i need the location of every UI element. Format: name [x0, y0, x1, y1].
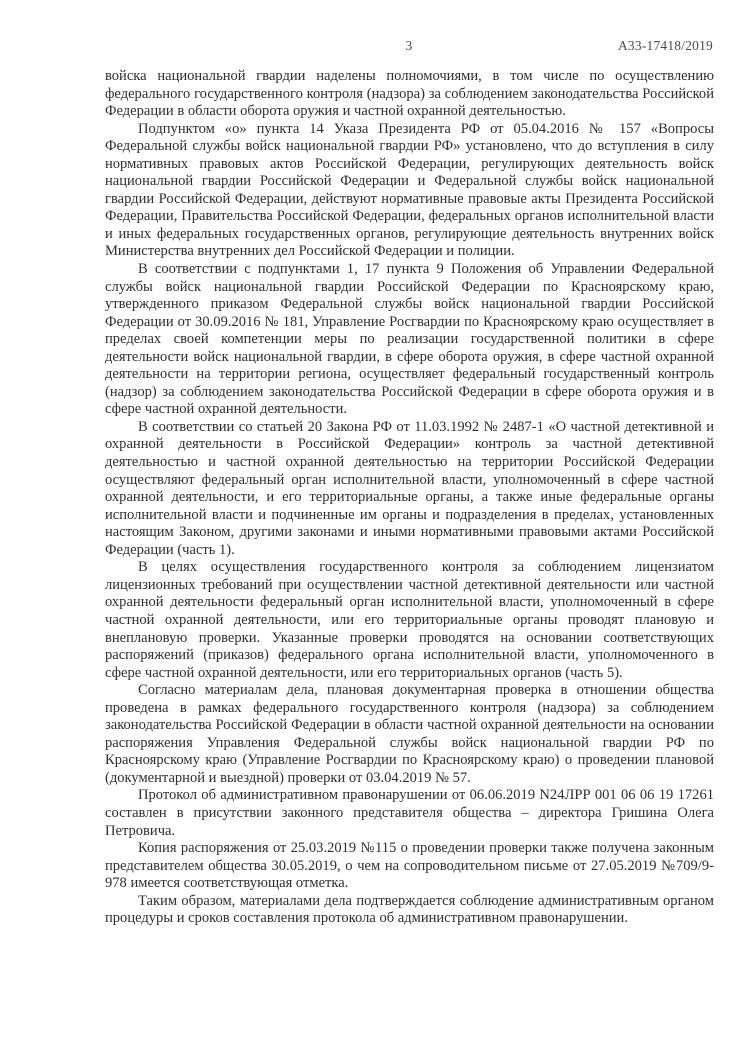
page-number: 3	[405, 38, 413, 53]
paragraph: Протокол об административном правонарушении от 06.06.2019 N24ЛРР 001 06 06 19 17261 составлен в присутствии законного представителя общества – директора Гришина Олега Петровича.	[105, 787, 714, 839]
paragraph: В целях осуществления государственного контроля за соблюдением лицензиатом лицензионных требований при осуществлении частной детективной деятельности или частной охранной деятельности федеральный орган исполнительной власти, уполномоченный в сфере частной охранной деятельности, или его территориальные органы проводят плановую и внеплановую проверки. Указанные проверки проводятся на основании соответствующих распоряжений (приказов) федерального органа исполнительной власти, уполномоченного в сфере частной охранной деятельности, или его территориальных органов (часть 5).	[105, 559, 714, 681]
paragraph: Таким образом, материалами дела подтверждается соблюдение административным органом процедуры и сроков составления протокола об административном правонарушении.	[105, 892, 714, 927]
paragraph: войска национальной гвардии наделены полномочиями, в том числе по осуществлению федерального государственного контроля (надзора) за соблюдением законодательства Российской Федерации в области оборота оружия и частной охранной деятельностью.	[105, 68, 714, 120]
paragraph: В соответствии с подпунктами 1, 17 пункта 9 Положения об Управлении Федеральной службы войск национальной гвардии Российской Федерации по Красноярскому краю, утвержденного приказом Федеральной службы войск национальной гвардии Российской Федерации от 30.09.2016 № 181, Управление Росгвардии по Красноярскому краю осуществляет в пределах своей компетенции меры по реализации государственной политики в сфере деятельности войск национальной гвардии, в сфере оборота оружия, в сфере частной охранной деятельности на территории региона, осуществляет федеральный государственный контроль (надзор) за соблюдением законодательства Российской Федерации в сфере оборота оружия и в сфере частной охранной деятельности.	[105, 261, 714, 418]
paragraph: Подпунктом «о» пункта 14 Указа Президента РФ от 05.04.2016 № 157 «Вопросы Федеральной службы войск национальной гвардии РФ» установлено, что до вступления в силу нормативных правовых актов Российской Федерации, регулирующих деятельность войск национальной гвардии Российской Федерации и Федеральной службы войск национальной гвардии Российской Федерации, действуют нормативные правовые акты Президента Российской Федерации, Правительства Российской Федерации, федеральных органов исполнительной власти и иных федеральных государственных органов, регулирующие деятельность внутренних войск Министерства внутренних дел Российской Федерации и полиции.	[105, 120, 714, 260]
paragraph: Согласно материалам дела, плановая документарная проверка в отношении общества проведена в рамках федерального государственного контроля (надзора) за соблюдением законодательства Российской Федерации в области частной охранной деятельности на основании распоряжения Управления Федеральной службы войск национальной гвардии РФ по Красноярскому краю (Управление Росгвардии по Красноярскому краю) о проведении плановой (документарной и выездной) проверки от 03.04.2019 № 57.	[105, 682, 714, 786]
paragraph: Копия распоряжения от 25.03.2019 №115 о проведении проверки также получена законным представителем общества 30.05.2019, о чем на сопроводительном письме от 27.05.2019 №709/9-978 имеется соответствующая отметка.	[105, 840, 714, 892]
case-number: А33-17418/2019	[617, 38, 713, 53]
document-body	[105, 68, 714, 928]
page-header	[105, 38, 713, 58]
paragraph: В соответствии со статьей 20 Закона РФ от 11.03.1992 № 2487-1 «О частной детективной и охранной деятельности в Российской Федерации» контроль за частной детективной деятельностью и частной охранной деятельностью на территории Российской Федерации осуществляют федеральный орган исполнительной власти, уполномоченный в сфере частной охранной деятельности, и его территориальные органы, а также иные федеральные органы исполнительной власти и подчиненные им органы и подразделения в пределах, установленных настоящим Законом, другими законами и иными нормативными правовыми актами Российской Федерации (часть 1).	[105, 418, 714, 558]
